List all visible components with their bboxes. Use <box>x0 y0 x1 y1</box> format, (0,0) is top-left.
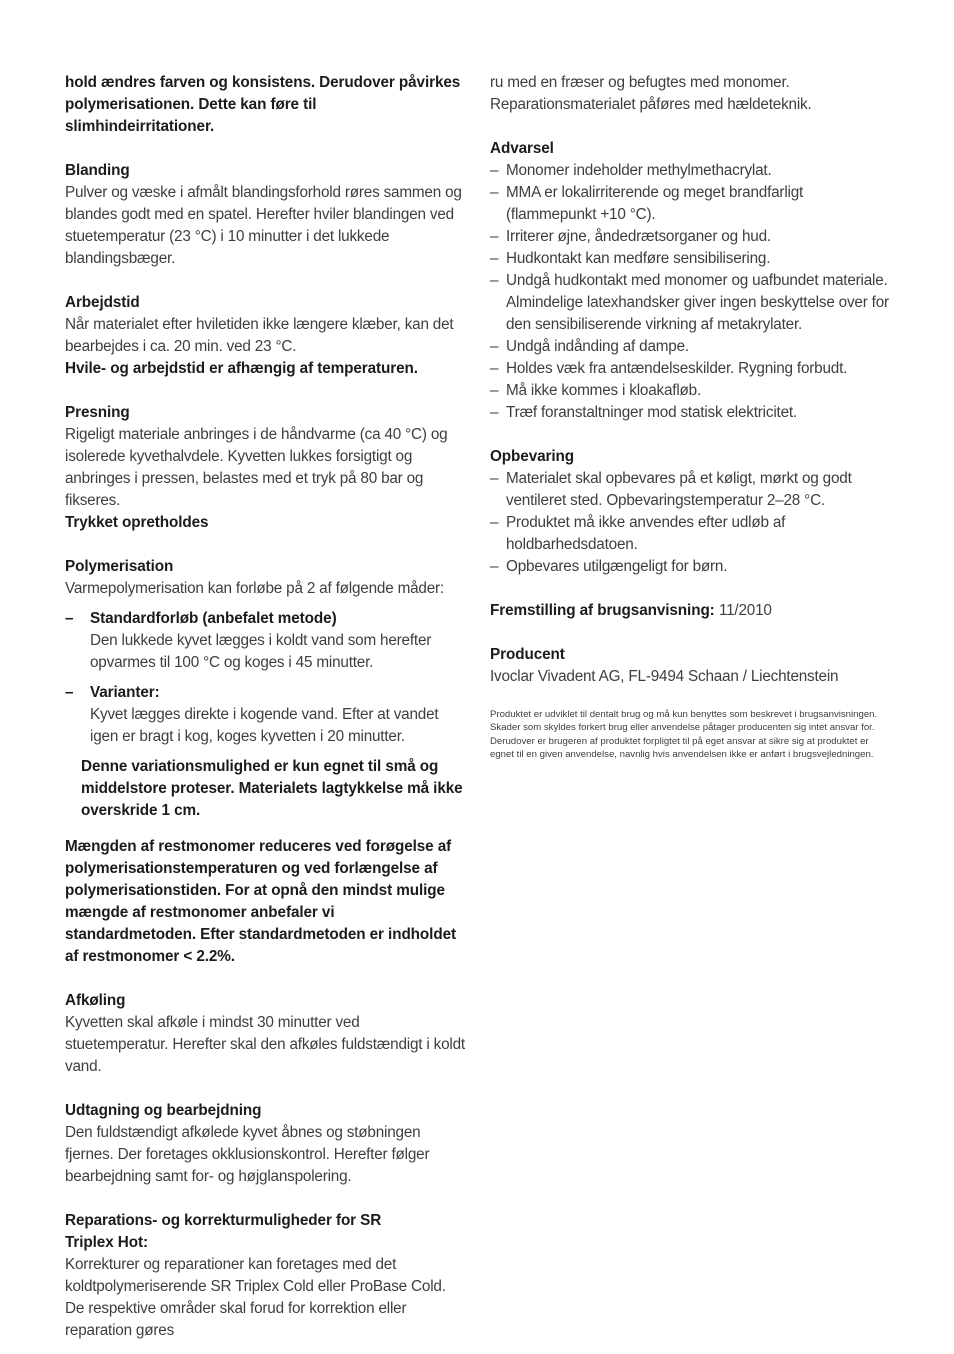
warning-item: – Undgå indånding af dampe. <box>490 336 890 358</box>
presning-bold-note: Trykket opretholdes <box>65 514 209 531</box>
reparation-text: Korrekturer og reparationer kan foretages med det koldtpolymeriserende SR Triplex Cold eller ProBase Cold. De respektive områder skal forud for korrektion eller reparation gøres <box>65 1256 446 1339</box>
arbejdstid-bold-note: Hvile- og arbejdstid er afhængig af temperaturen. <box>65 360 418 377</box>
variant-note-text: Denne variationsmulighed er kun egnet til små og middelstore proteser. Materialets lagtykkelse må ikke overskride 1 cm. <box>81 758 463 819</box>
section-heading-arbejdstid: Arbejdstid <box>65 294 140 311</box>
variant-text: Den lukkede kyvet lægges i koldt vand som herefter opvarmes til 100 °C og koges i 45 minutter. <box>90 632 432 671</box>
variant-standard <box>65 608 465 674</box>
storage-list <box>490 468 890 578</box>
section-heading-reparation: Reparations- og korrekturmuligheder for SR Triplex Hot: <box>65 1212 382 1251</box>
fremstilling-label: Fremstilling af brugsanvisning: <box>490 602 715 619</box>
restmonomer-paragraph: Mængden af restmonomer reduceres ved forøgelse af polymerisationstemperaturen og ved forlængelse af polymerisationstiden. For at opnå den mindst mulige mængde af restmonomer anbefaler vi standardmetoden. Efter standardmetoden er indholdet af restmonomer < 2.2%. <box>65 838 456 965</box>
storage-item: – Produktet må ikke anvendes efter udløb af holdbarhedsdatoen. <box>490 512 890 556</box>
variant-text: Kyvet lægges direkte i kogende vand. Efter at vandet igen er bragt i kog, koges kyvetten i 20 minutter. <box>90 706 439 745</box>
warning-item: – Undgå hudkontakt med monomer og uafbundet materiale. Almindelige latexhandsker giver ingen beskyttelse over for den sensibiliserende virkning af metakrylater. <box>490 270 890 336</box>
intro-text: hold ændres farven og konsistens. Derudover påvirkes polymerisationen. Dette kan føre til slimhindeirritationer. <box>65 74 461 135</box>
storage-item: – Materialet skal opbevares på et køligt, mørkt og godt ventileret sted. Opbevaringstemperatur 2–28 °C. <box>490 468 890 512</box>
section-heading-advarsel: Advarsel <box>490 140 554 157</box>
warning-item: – Hudkontakt kan medføre sensibilisering. <box>490 248 890 270</box>
presning-text: Rigeligt materiale anbringes i de håndvarme (ca 40 °C) og isolerede kyvethalvdele. Kyvetten lukkes forsigtigt og anbringes i pressen, belastes med et tryk på 80 bar og fikseres. <box>65 426 448 509</box>
warning-item: – Irriterer øjne, åndedrætsorganer og hud. <box>490 226 890 248</box>
disclaimer-text: Produktet er udviklet til dentalt brug og må kun benyttes som beskrevet i brugsanvisningen. Skader som skyldes forkert brug eller anvendelse påtager producenten sig intet ansvar for. Derudover er brugeren af produktet forpligtet til på eget ansvar at sikre sig at produktet er egnet til en given anvendelse, navnlig hvis anvendelsen ikke er anført i brugsvejledningen. <box>490 709 878 760</box>
warning-item: – Holdes væk fra antændelseskilder. Rygning forbudt. <box>490 358 890 380</box>
continuation-text: ru med en fræser og befugtes med monomer. Reparationsmaterialet påføres med hældeteknik. <box>490 74 812 113</box>
section-heading-producent: Producent <box>490 646 565 663</box>
warning-item: – Må ikke kommes i kloakafløb. <box>490 380 890 402</box>
warning-list <box>490 160 890 424</box>
fremstilling-line <box>490 600 890 622</box>
variant-alternative <box>65 682 465 748</box>
afkoling-text: Kyvetten skal afkøle i mindst 30 minutter ved stuetemperatur. Herefter skal den afkøles fuldstændigt i koldt vand. <box>65 1014 465 1075</box>
polymerisation-text: Varmepolymerisation kan forløbe på 2 af følgende måder: <box>65 580 444 597</box>
section-heading-presning: Presning <box>65 404 130 421</box>
left-column <box>65 72 465 1342</box>
fremstilling-date: 11/2010 <box>718 602 772 619</box>
section-heading-blanding: Blanding <box>65 162 130 179</box>
section-heading-opbevaring: Opbevaring <box>490 448 574 465</box>
udtagning-text: Den fuldstændigt afkølede kyvet åbnes og støbningen fjernes. Der foretages okklusionskontrol. Herefter følger bearbejdning samt for- og højglanspolering. <box>65 1124 430 1185</box>
storage-item: – Opbevares utilgængeligt for børn. <box>490 556 890 578</box>
variant-title: Varianter: <box>90 684 160 701</box>
section-heading-udtagning: Udtagning og bearbejdning <box>65 1102 262 1119</box>
dash-marker: – <box>65 684 74 701</box>
producent-text: Ivoclar Vivadent AG, FL-9494 Schaan / Liechtenstein <box>490 668 839 685</box>
arbejdstid-text: Når materialet efter hviletiden ikke længere klæber, kan det bearbejdes i ca. 20 min. ved 23 °C. <box>65 316 454 355</box>
section-heading-polymerisation: Polymerisation <box>65 558 174 575</box>
warning-item: – MMA er lokalirriterende og meget brandfarligt (flammepunkt +10 °C). <box>490 182 890 226</box>
warning-item: – Træf foranstaltninger mod statisk elektricitet. <box>490 402 890 424</box>
variant-note <box>65 756 465 822</box>
right-column <box>490 72 890 761</box>
variant-title: Standardforløb (anbefalet metode) <box>90 610 337 627</box>
warning-item: – Monomer indeholder methylmethacrylat. <box>490 160 890 182</box>
dash-marker: – <box>65 610 74 627</box>
section-heading-afkoling: Afkøling <box>65 992 126 1009</box>
blanding-text: Pulver og væske i afmålt blandingsforhold røres sammen og blandes godt med en spatel. Herefter hviler blandingen ved stuetemperatur (23 °C) i 10 minutter i det lukkede blandingsbæger. <box>65 184 462 267</box>
